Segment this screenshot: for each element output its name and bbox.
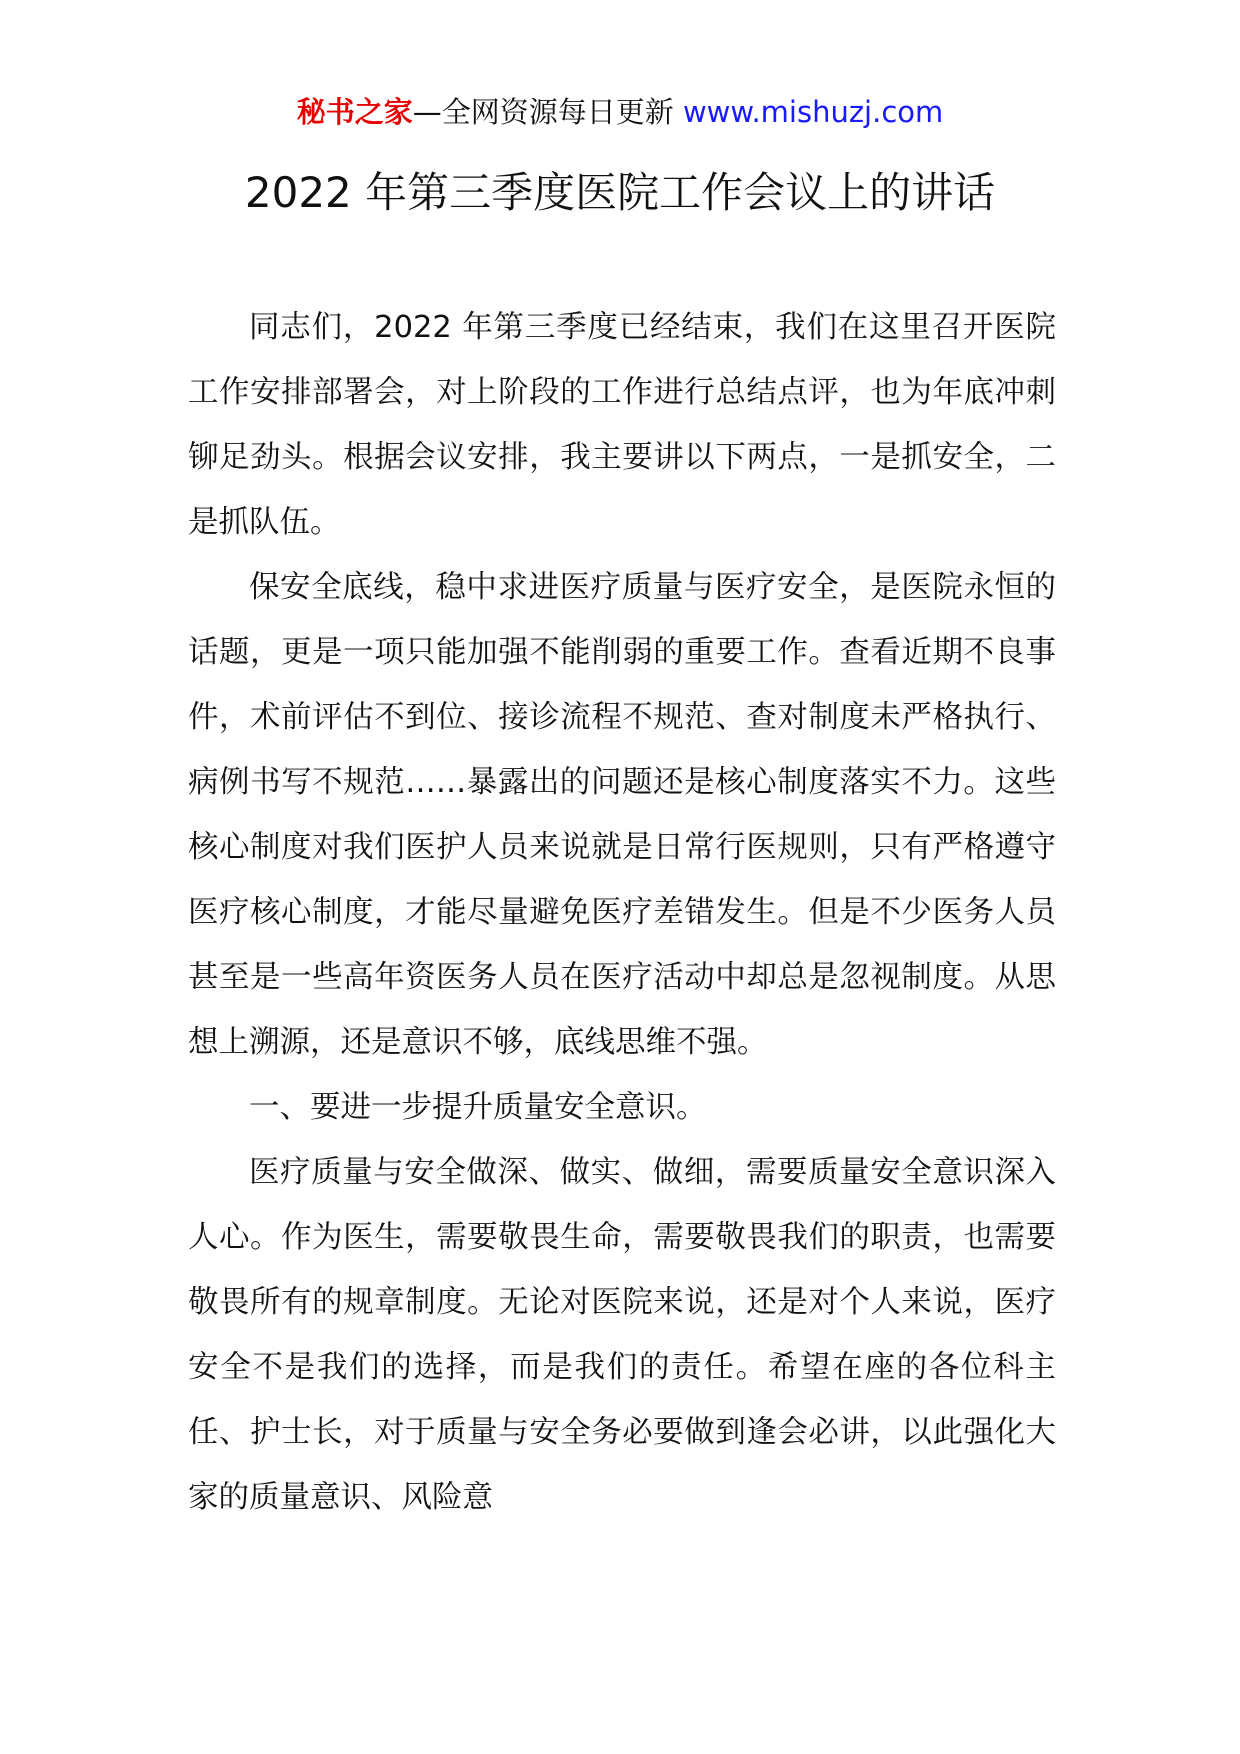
site-header (0, 92, 1240, 132)
paragraph-quality: 医疗质量与安全做深、做实、做细，需要质量安全意识深入人心。作为医生，需要敬畏生命，需要敬畏我们的职责，也需要敬畏所有的规章制度。无论对医院来说，还是对个人来说，医疗安全不是我们的选择，而是我们的责任。希望在座的各位科主任、护士长，对于质量与安全务必要做到逢会必讲，以此强化大家的质量意识、风险意 (188, 1155, 1056, 1515)
paragraph-intro: 同志们，2022 年第三季度已经结束，我们在这里召开医院工作安排部署会，对上阶段的工作进行总结点评，也为年底冲刺铆足劲头。根据会议安排，我主要讲以下两点，一是抓安全，二是抓队伍。 (188, 310, 1056, 540)
site-url-link[interactable]: www.mishuzj.com (682, 95, 944, 129)
document-title: 2022 年第三季度医院工作会议上的讲话 (244, 168, 996, 217)
document-body (188, 295, 1056, 1530)
paragraph-safety: 保安全底线，稳中求进医疗质量与医疗安全，是医院永恒的话题，更是一项只能加强不能削弱的重要工作。查看近期不良事件，术前评估不到位、接诊流程不规范、查对制度未严格执行、病例书写不规范……暴露出的问题还是核心制度落实不力。这些核心制度对我们医护人员来说就是日常行医规则，只有严格遵守医疗核心制度，才能尽量避免医疗差错发生。但是不少医务人员甚至是一些高年资医务人员在医疗活动中却总是忽视制度。从思想上溯源，还是意识不够，底线思维不强。 (188, 570, 1056, 1060)
section-heading-1: 一、要进一步提升质量安全意识。 (249, 1090, 707, 1125)
header-tagline: —全网资源每日更新 (412, 95, 674, 129)
brand-name: 秘书之家 (296, 95, 413, 129)
